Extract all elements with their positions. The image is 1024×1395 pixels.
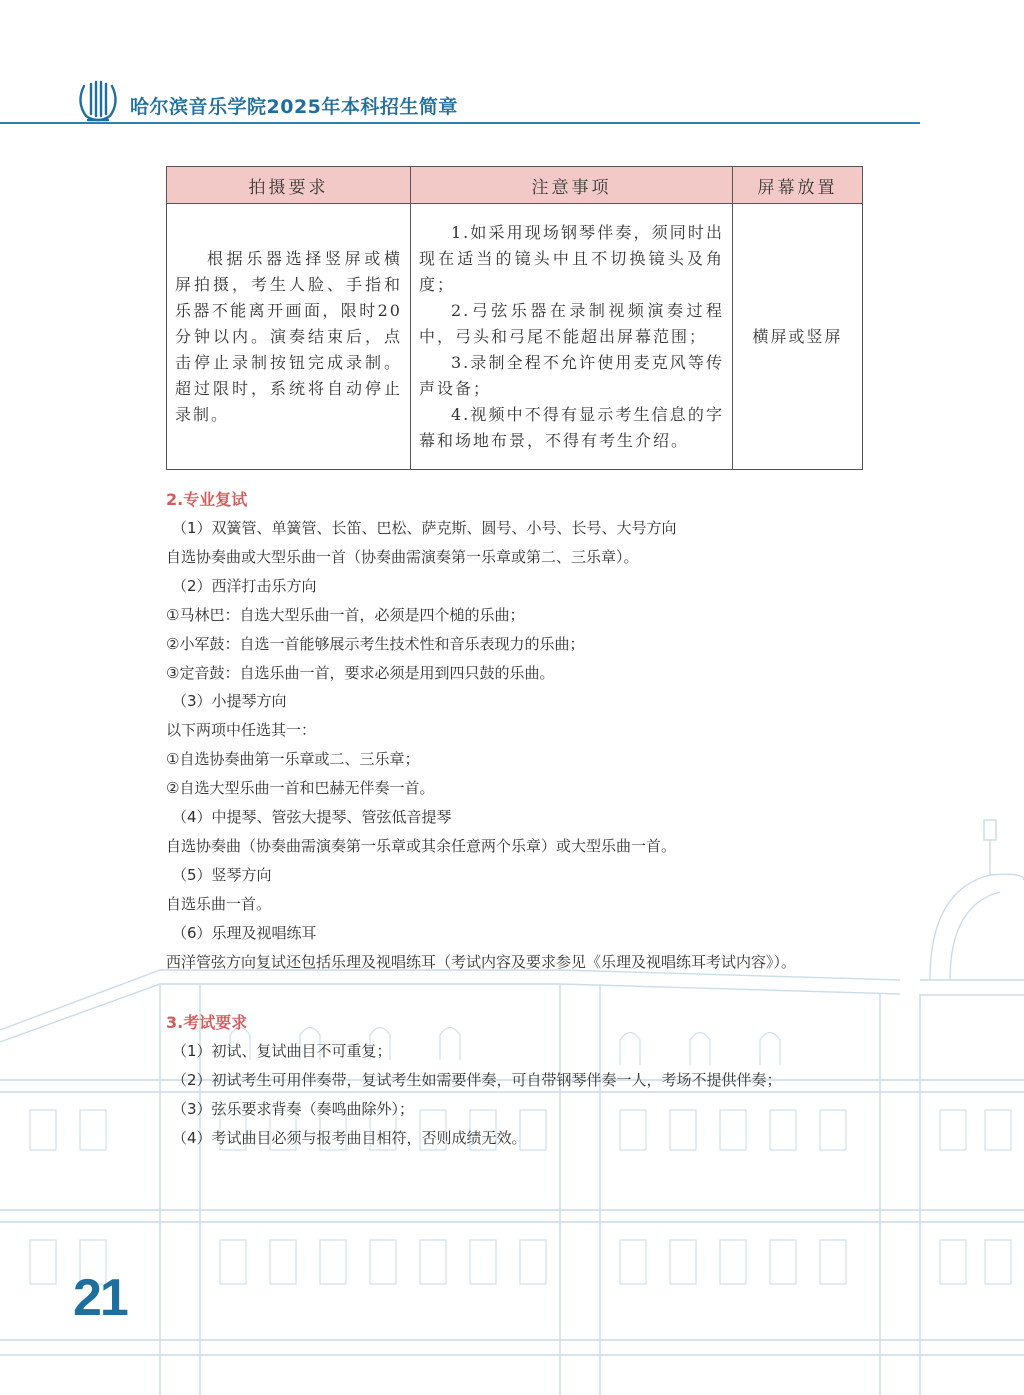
text-line: 西洋管弦方向复试还包括乐理及视唱练耳（考试内容及要求参见《乐理及视唱练耳考试内容》）。	[166, 952, 797, 971]
lyre-logo-icon	[74, 78, 122, 126]
section-title: 3.考试要求	[166, 1013, 248, 1032]
text-line: ③定音鼓：自选乐曲一首，要求必须是用到四只鼓的乐曲。	[166, 663, 555, 682]
shoot-requirement-cell	[167, 204, 411, 470]
text-line: ②自选大型乐曲一首和巴赫无伴奏一首。	[166, 779, 435, 798]
note-item: 1.如采用现场钢琴伴奏，须同时出现在适当的镜头中且不切换镜头及角度；	[419, 222, 724, 294]
text-line: （3）小提琴方向	[172, 692, 287, 711]
note-item: 3.录制全程不允许使用麦克风等传声设备；	[419, 352, 724, 398]
text-line: ①自选协奏曲第一乐章或二、三乐章；	[166, 750, 420, 769]
text-line: （4）考试曲目必须与报考曲目相符，否则成绩无效。	[172, 1128, 527, 1147]
table-header-screen: 屏幕放置	[733, 167, 863, 204]
page-header	[0, 70, 1024, 130]
text-line: ①马林巴：自选大型乐曲一首，必须是四个槌的乐曲；	[166, 605, 525, 624]
text-line: （2）初试考生可用伴奏带，复试考生如需要伴奏，可自带钢琴伴奏一人，考场不提供伴奏；	[172, 1070, 782, 1089]
section-title: 2.专业复试	[166, 490, 248, 509]
notes-cell	[411, 204, 733, 470]
page-number: 21	[73, 1269, 127, 1327]
text-line: ②小军鼓：自选一首能够展示考生技术性和音乐表现力的乐曲；	[166, 634, 585, 653]
text-line: 自选协奏曲或大型乐曲一首（协奏曲需演奏第一乐章或第二、三乐章）。	[166, 547, 639, 566]
text-line: （6）乐理及视唱练耳	[172, 923, 317, 942]
section-exam-requirements	[166, 1009, 926, 1153]
text-line: （3）弦乐要求背奏（奏鸣曲除外）；	[172, 1099, 415, 1118]
section-professional-retest	[166, 486, 926, 977]
note-item: 4.视频中不得有显示考生信息的字幕和场地布景，不得有考生介绍。	[419, 404, 724, 450]
shoot-requirement-text: 根据乐器选择竖屏或横屏拍摄，考生人脸、手指和乐器不能离开画面，限时20分钟以内。演奏结束后，点击停止录制按钮完成录制。超过限时，系统将自动停止录制。	[175, 248, 402, 424]
text-line: （1）双簧管、单簧管、长笛、巴松、萨克斯、圆号、小号、长号、大号方向	[172, 519, 677, 537]
note-item: 2.弓弦乐器在录制视频演奏过程中，弓头和弓尾不能超出屏幕范围；	[419, 300, 724, 346]
text-line: （1）初试、复试曲目不可重复；	[172, 1042, 392, 1060]
table-header-shoot: 拍摄要求	[167, 167, 411, 204]
recording-requirements-table	[166, 166, 863, 470]
text-line: （5）竖琴方向	[172, 865, 272, 884]
table-row	[167, 204, 863, 470]
table-header-row	[167, 167, 863, 204]
text-line: 自选协奏曲（协奏曲需演奏第一乐章或其余任意两个乐章）或大型乐曲一首。	[166, 836, 677, 855]
header-title: 哈尔滨音乐学院2025年本科招生简章	[130, 96, 458, 118]
table-header-notes: 注意事项	[411, 167, 733, 204]
header-divider	[0, 122, 920, 124]
text-line: 自选乐曲一首。	[166, 894, 272, 913]
text-line: （2）西洋打击乐方向	[172, 576, 317, 595]
screen-placement-cell: 横屏或竖屏	[733, 204, 863, 470]
text-line: （4）中提琴、管弦大提琴、管弦低音提琴	[172, 808, 452, 827]
text-line: 以下两项中任选其一：	[166, 721, 317, 740]
